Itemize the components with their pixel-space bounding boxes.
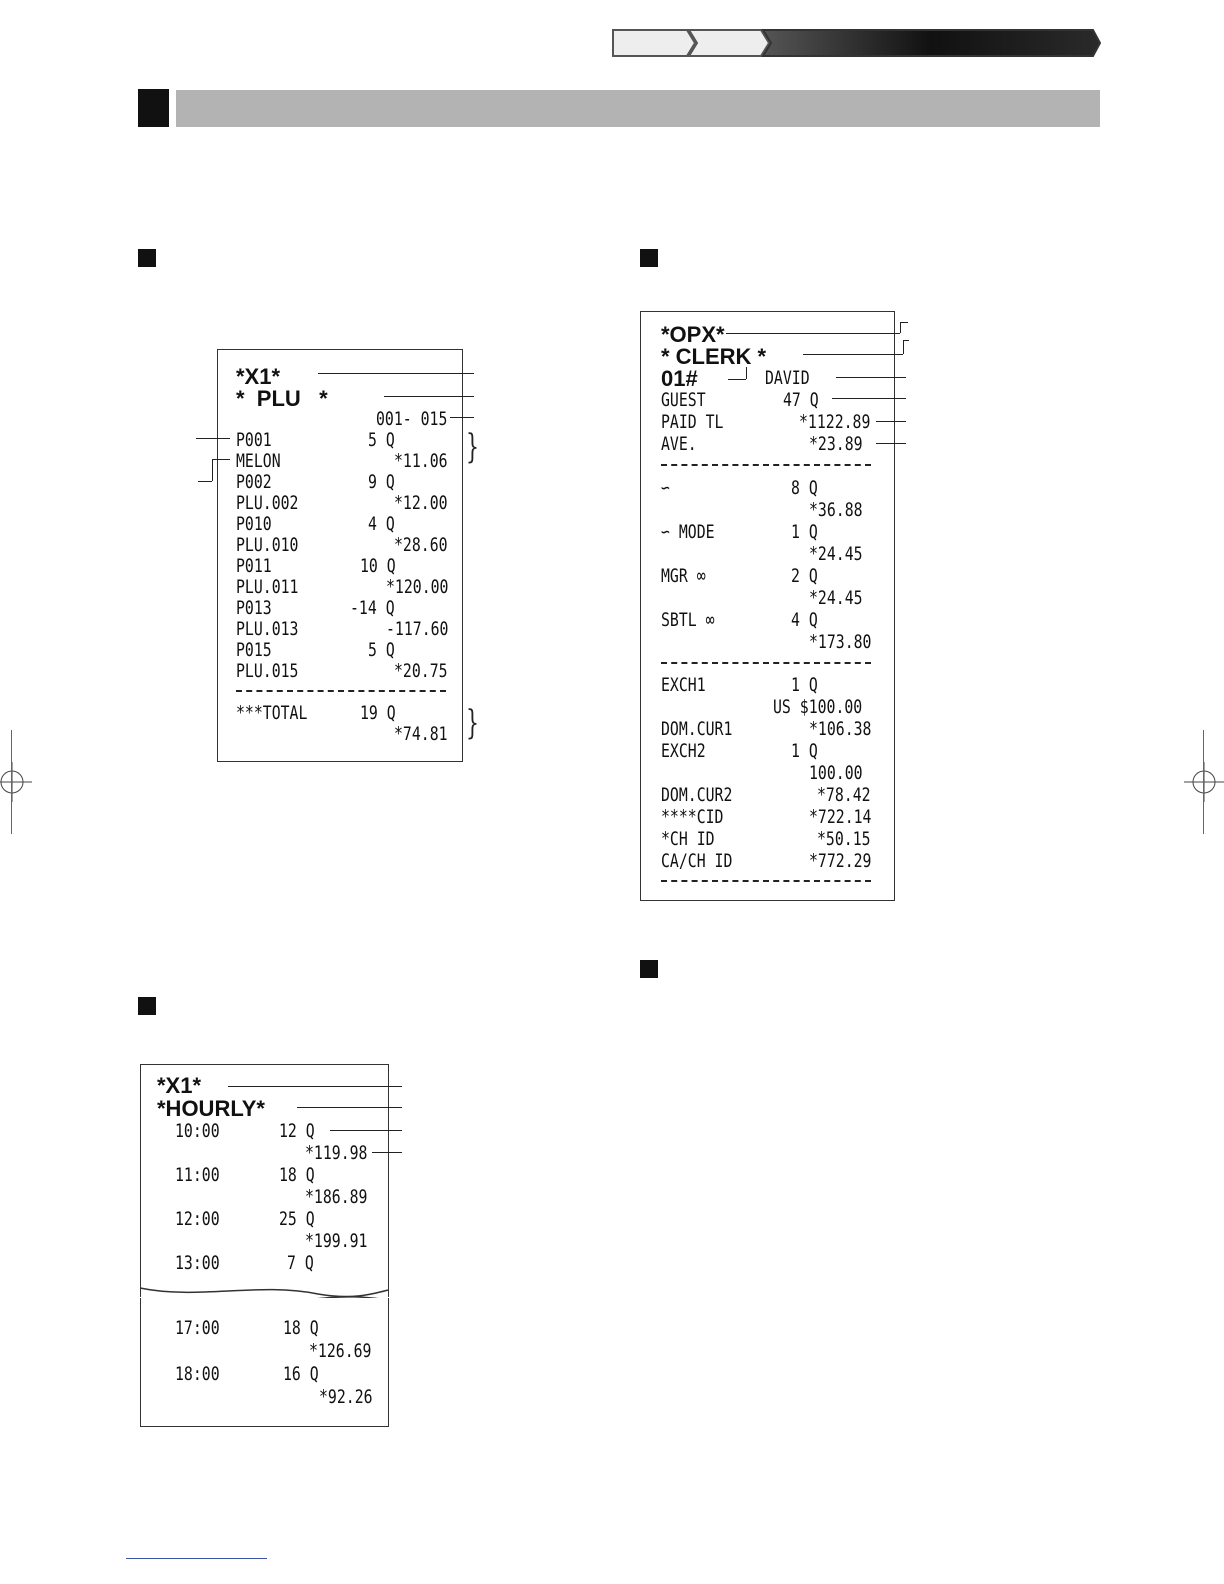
receipt-amount: *36.88: [809, 499, 863, 521]
receipt-item-name: PLU.011: [236, 576, 299, 598]
callout-line: [876, 421, 906, 422]
callout-brace: }: [466, 703, 479, 743]
hourly-report-receipt-bottom: [140, 1298, 389, 1427]
receipt-label: EXCH1: [661, 674, 706, 696]
crop-line: [11, 730, 12, 834]
receipt-divider: [661, 464, 871, 466]
receipt-qty: 16 Q: [283, 1363, 319, 1385]
receipt-amount: *74.81: [394, 723, 448, 745]
receipt-label: *CH ID: [661, 828, 715, 850]
receipt-heading: *X1*: [236, 364, 281, 389]
section-bullet-clerk: [640, 249, 658, 267]
receipt-heading: * CLERK *: [661, 344, 767, 369]
clerk-name: DAVID: [765, 367, 810, 389]
receipt-label: DOM.CUR1: [661, 718, 733, 740]
receipt-qty: -14 Q: [350, 597, 395, 619]
receipt-qty: 7 Q: [287, 1252, 314, 1274]
callout-line: [330, 1130, 402, 1131]
receipt-qty: 5 Q: [368, 639, 395, 661]
callout-line: [832, 398, 906, 399]
receipt-qty: 12 Q: [279, 1120, 315, 1142]
receipt-divider: [661, 662, 871, 664]
crop-line: [1203, 730, 1204, 834]
receipt-heading: * PLU *: [236, 386, 328, 411]
receipt-amount: *772.29: [809, 850, 872, 872]
section-bullet-hourly: [138, 997, 156, 1015]
footer-link[interactable]: [126, 1558, 267, 1559]
receipt-qty: 8 Q: [791, 477, 818, 499]
callout-line: [903, 340, 904, 354]
receipt-hour: 12:00: [175, 1208, 220, 1230]
receipt-amount: *24.45: [809, 587, 863, 609]
callout-line: [876, 443, 906, 444]
receipt-amount: *12.00: [394, 492, 448, 514]
receipt-qty: 1 Q: [791, 521, 818, 543]
callout-line: [803, 354, 903, 355]
receipt-amount: *126.69: [309, 1340, 372, 1362]
receipt-amount: *173.80: [809, 631, 872, 653]
receipt-label: AVE.: [661, 433, 697, 455]
receipt-amount: *78.42: [817, 784, 871, 806]
receipt-qty: 18 Q: [279, 1164, 315, 1186]
receipt-item-name: PLU.015: [236, 660, 299, 682]
plu-report-receipt: [217, 349, 463, 762]
receipt-amount: *106.38: [809, 718, 872, 740]
callout-line: [198, 481, 212, 482]
receipt-label: DOM.CUR2: [661, 784, 733, 806]
callout-line: [384, 396, 474, 397]
receipt-item-name: PLU.002: [236, 492, 299, 514]
receipt-amount: *50.15: [817, 828, 871, 850]
receipt-item-code: P001: [236, 429, 272, 451]
receipt-hour: 11:00: [175, 1164, 220, 1186]
receipt-label: ****CID: [661, 806, 724, 828]
receipt-amount: *24.45: [809, 543, 863, 565]
registration-mark-icon: [0, 762, 32, 802]
receipt-qty: 47 Q: [783, 389, 819, 411]
receipt-item-code: P013: [236, 597, 272, 619]
receipt-qty: 5 Q: [368, 429, 395, 451]
receipt-label: ∽: [661, 477, 670, 499]
callout-line: [372, 1152, 402, 1153]
receipt-item-code: P015: [236, 639, 272, 661]
callout-line: [228, 1086, 402, 1087]
section-bullet-plu: [138, 249, 156, 267]
callout-line: [450, 417, 474, 418]
callout-line: [900, 322, 908, 323]
receipt-label: ∽ MODE: [661, 521, 715, 543]
receipt-amount: -117.60: [386, 618, 449, 640]
receipt-amount: *186.89: [305, 1186, 368, 1208]
receipt-divider: [236, 690, 446, 692]
receipt-item-name: MELON: [236, 450, 281, 472]
receipt-heading: *X1*: [157, 1073, 202, 1098]
receipt-label: EXCH2: [661, 740, 706, 762]
receipt-item-name: PLU.013: [236, 618, 299, 640]
receipt-amount: *1122.89: [799, 411, 871, 433]
receipt-heading: *HOURLY*: [157, 1096, 265, 1121]
callout-line: [836, 377, 906, 378]
callout-line: [746, 367, 747, 379]
receipt-label: MGR ∞: [661, 565, 706, 587]
receipt-amount: *120.00: [386, 576, 449, 598]
receipt-amount: *20.75: [394, 660, 448, 682]
clerk-number: 01#: [661, 366, 698, 391]
receipt-total-label: ***TOTAL: [236, 702, 308, 724]
receipt-item-code: P010: [236, 513, 272, 535]
receipt-qty: 4 Q: [791, 609, 818, 631]
callout-line: [903, 340, 909, 341]
receipt-amount: *199.91: [305, 1230, 368, 1252]
receipt-hour: 18:00: [175, 1363, 220, 1385]
callout-line: [212, 459, 213, 481]
receipt-amount: *92.26: [319, 1386, 373, 1408]
receipt-amount: 100.00: [809, 762, 863, 784]
receipt-qty: 4 Q: [368, 513, 395, 535]
receipt-qty: 2 Q: [791, 565, 818, 587]
receipt-qty: 9 Q: [368, 471, 395, 493]
section-bullet-other: [640, 960, 658, 978]
receipt-qty: 18 Q: [283, 1317, 319, 1339]
receipt-range: 001- 015: [376, 408, 448, 430]
receipt-amount: US $100.00: [773, 696, 863, 718]
clerk-report-receipt: [640, 311, 895, 901]
receipt-item-code: P011: [236, 555, 272, 577]
callout-line: [212, 459, 230, 460]
receipt-amount: *11.06: [394, 450, 448, 472]
receipt-label: CA/CH ID: [661, 850, 733, 872]
receipt-amount: *28.60: [394, 534, 448, 556]
registration-mark-icon: [1184, 762, 1224, 802]
receipt-hour: 17:00: [175, 1317, 220, 1339]
section-title-bar: [176, 90, 1100, 127]
receipt-amount: *23.89: [809, 433, 863, 455]
receipt-hour: 13:00: [175, 1252, 220, 1274]
receipt-qty: 1 Q: [791, 674, 818, 696]
section-marker: [138, 89, 169, 127]
receipt-qty: 10 Q: [360, 555, 396, 577]
receipt-amount: *119.98: [305, 1142, 368, 1164]
receipt-qty: 25 Q: [279, 1208, 315, 1230]
chapter-tab-strip: [611, 28, 1101, 58]
callout-line: [728, 379, 746, 380]
receipt-qty: 19 Q: [360, 702, 396, 724]
callout-line: [726, 333, 900, 334]
receipt-item-name: PLU.010: [236, 534, 299, 556]
callout-brace: }: [466, 427, 479, 467]
receipt-item-code: P002: [236, 471, 272, 493]
hourly-report-receipt-top: [140, 1064, 389, 1297]
callout-line: [900, 322, 901, 333]
receipt-qty: 1 Q: [791, 740, 818, 762]
receipt-label: PAID TL: [661, 411, 724, 433]
receipt-label: GUEST: [661, 389, 706, 411]
receipt-hour: 10:00: [175, 1120, 220, 1142]
callout-line: [318, 373, 474, 374]
callout-line: [196, 438, 230, 439]
receipt-divider: [661, 880, 871, 882]
receipt-label: SBTL ∞: [661, 609, 715, 631]
receipt-amount: *722.14: [809, 806, 872, 828]
receipt-heading: *OPX*: [661, 322, 725, 347]
callout-line: [297, 1107, 402, 1108]
